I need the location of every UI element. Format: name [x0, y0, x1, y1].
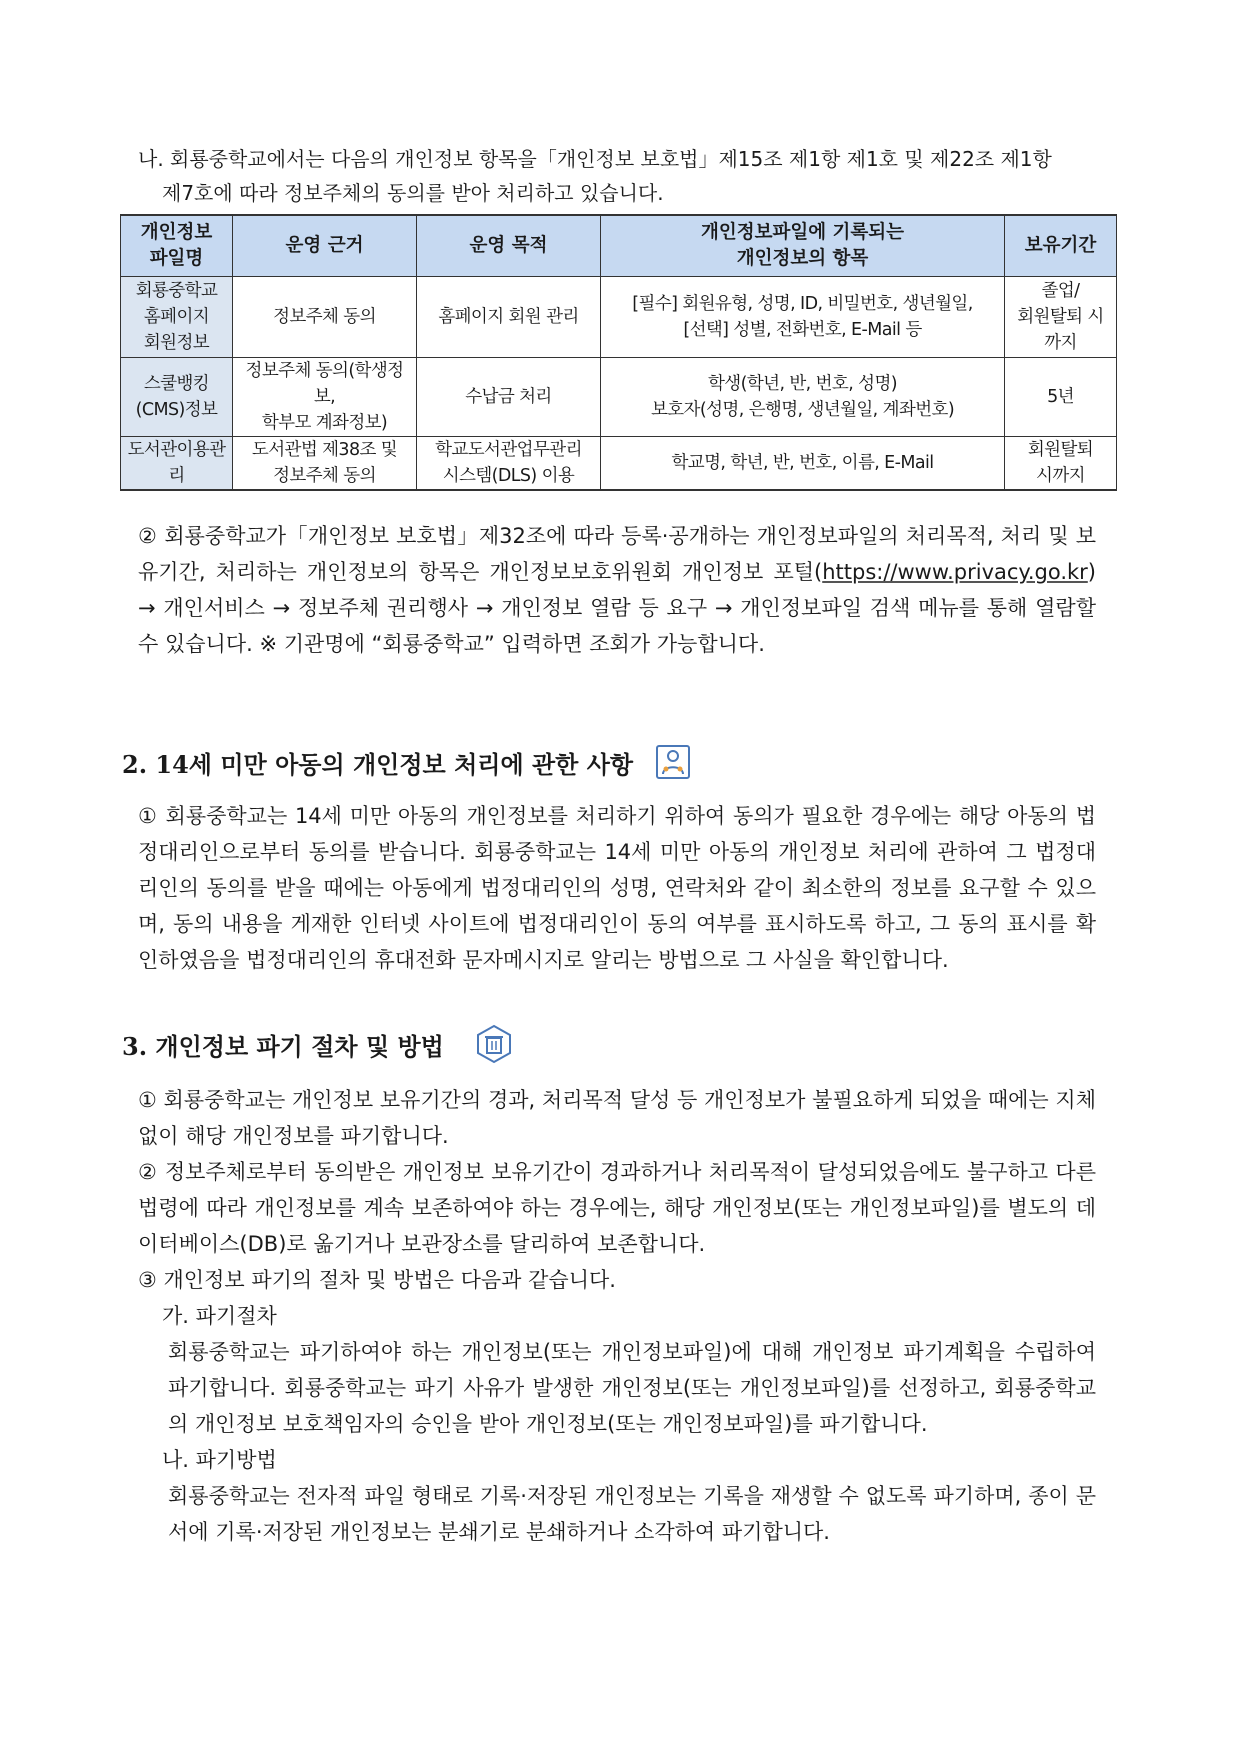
table-cell: 회원탈퇴 시까지: [1005, 437, 1117, 491]
header-purpose: 운영 목적: [417, 215, 601, 277]
sub-heading-method: 나. 파기방법: [162, 1448, 277, 1472]
intro-line-1: 나. 회룡중학교에서는 다음의 개인정보 항목을「개인정보 보호법」제15조 제1항 제1호 및 제22조 제1항: [138, 147, 1052, 171]
table-row: [121, 277, 1117, 358]
privacy-portal-link[interactable]: https://www.privacy.go.kr: [822, 560, 1088, 584]
table-row: [121, 437, 1117, 491]
table-cell: 스쿨뱅킹 (CMS)정보: [121, 358, 233, 437]
header-retention: 보유기간: [1005, 215, 1117, 277]
procedure-body: 회룡중학교는 파기하여야 하는 개인정보(또는 개인정보파일)에 대해 개인정보 파기계획을 수립하여 파기합니다. 회룡중학교는 파기 사유가 발생한 개인정보(또는 개인정보파일)를 선정하고, 회룡중학교의 개인정보 보호책임자의 승인을 받아 개인정보(또는 개인정보파일)를 파기합니다.: [168, 1340, 1096, 1436]
section-2-title: 2. 14세 미만 아동의 개인정보 처리에 관한 사항: [122, 750, 634, 779]
section-3-title: 3. 개인정보 파기 절차 및 방법: [122, 1032, 444, 1061]
table-cell: 홈페이지 회원 관리: [417, 277, 601, 358]
privacy-portal-paragraph: [138, 518, 1096, 662]
table-cell: 학교명, 학년, 반, 번호, 이름, E-Mail: [601, 437, 1005, 491]
intro-paragraph: [138, 142, 1118, 210]
list-item: ③ 개인정보 파기의 절차 및 방법은 다음과 같습니다.: [138, 1268, 616, 1292]
child-guardian-icon: [655, 744, 691, 780]
table-cell: 정보주체 동의: [233, 277, 417, 358]
table-cell: 정보주체 동의(학생정보, 학부모 계좌정보): [233, 358, 417, 437]
table-cell: 회룡중학교 홈페이지 회원정보: [121, 277, 233, 358]
section-3-body: [138, 1082, 1096, 1550]
table-cell: 도서관이용관리: [121, 437, 233, 491]
list-item: ① 회룡중학교는 개인정보 보유기간의 경과, 처리목적 달성 등 개인정보가 불필요하게 되었을 때에는 지체없이 해당 개인정보를 파기합니다.: [138, 1088, 1096, 1148]
intro-line-2: 제7호에 따라 정보주체의 동의를 받아 처리하고 있습니다.: [162, 181, 664, 205]
table-cell: 학교도서관업무관리 시스템(DLS) 이용: [417, 437, 601, 491]
header-items: 개인정보파일에 기록되는 개인정보의 항목: [601, 215, 1005, 277]
table-row: [121, 358, 1117, 437]
table-cell: 도서관법 제38조 및 정보주체 동의: [233, 437, 417, 491]
header-basis: 운영 근거: [233, 215, 417, 277]
table-cell: 졸업/ 회원탈퇴 시 까지: [1005, 277, 1117, 358]
paragraph-text: ) → 개인서비스 → 정보주체 권리행사 → 개인정보 열람 등 요구 → 개인정보파일 검색 메뉴를 통해 열람할 수 있습니다. ※ 기관명에 “회룡중학교” 입력하면 조회가 가능합니다.: [138, 560, 1096, 656]
trash-bin-icon: [474, 1024, 510, 1060]
table-header-row: [121, 215, 1117, 277]
table-cell: [필수] 회원유형, 성명, ID, 비밀번호, 생년월일, [선택] 성별, 전화번호, E-Mail 등: [601, 277, 1005, 358]
table-cell: 학생(학년, 반, 번호, 성명) 보호자(성명, 은행명, 생년월일, 계좌번호): [601, 358, 1005, 437]
list-item: ② 정보주체로부터 동의받은 개인정보 보유기간이 경과하거나 처리목적이 달성되었음에도 불구하고 다른 법령에 따라 개인정보를 계속 보존하여야 하는 경우에는, 해당 개인정보(또는 개인정보파일)를 별도의 데이터베이스(DB)로 옮기거나 보관장소를 달리하여 보존합니다.: [138, 1160, 1096, 1256]
header-file-name: 개인정보 파일명: [121, 215, 233, 277]
sub-heading-procedure: 가. 파기절차: [162, 1304, 277, 1328]
paragraph-text: ② 회룡중학교가「개인정보 보호법」제32조에 따라 등록·공개하는 개인정보파일의 처리목적, 처리 및 보유기간, 처리하는 개인정보의 항목은 개인정보보호위원회 개인정보 포털(: [138, 524, 1096, 584]
personal-info-file-table: [120, 214, 1117, 491]
section-2-body: ① 회룡중학교는 14세 미만 아동의 개인정보를 처리하기 위하여 동의가 필요한 경우에는 해당 아동의 법정대리인으로부터 동의를 받습니다. 회룡중학교는 14세 미만 아동의 개인정보 처리에 관하여 그 법정대리인의 동의를 받을 때에는 아동에게 법정대리인의 성명, 연락처와 같이 최소한의 정보를 요구할 수 있으며, 동의 내용을 게재한 인터넷 사이트에 법정대리인이 동의 여부를 표시하도록 하고, 그 동의 표시를 확인하였음을 법정대리인의 휴대전화 문자메시지로 알리는 방법으로 그 사실을 확인합니다.: [138, 804, 1096, 972]
table-cell: 수납금 처리: [417, 358, 601, 437]
table-cell: 5년: [1005, 358, 1117, 437]
method-body: 회룡중학교는 전자적 파일 형태로 기록·저장된 개인정보는 기록을 재생할 수 없도록 파기하며, 종이 문서에 기록·저장된 개인정보는 분쇄기로 분쇄하거나 소각하여 파기합니다.: [168, 1484, 1096, 1544]
